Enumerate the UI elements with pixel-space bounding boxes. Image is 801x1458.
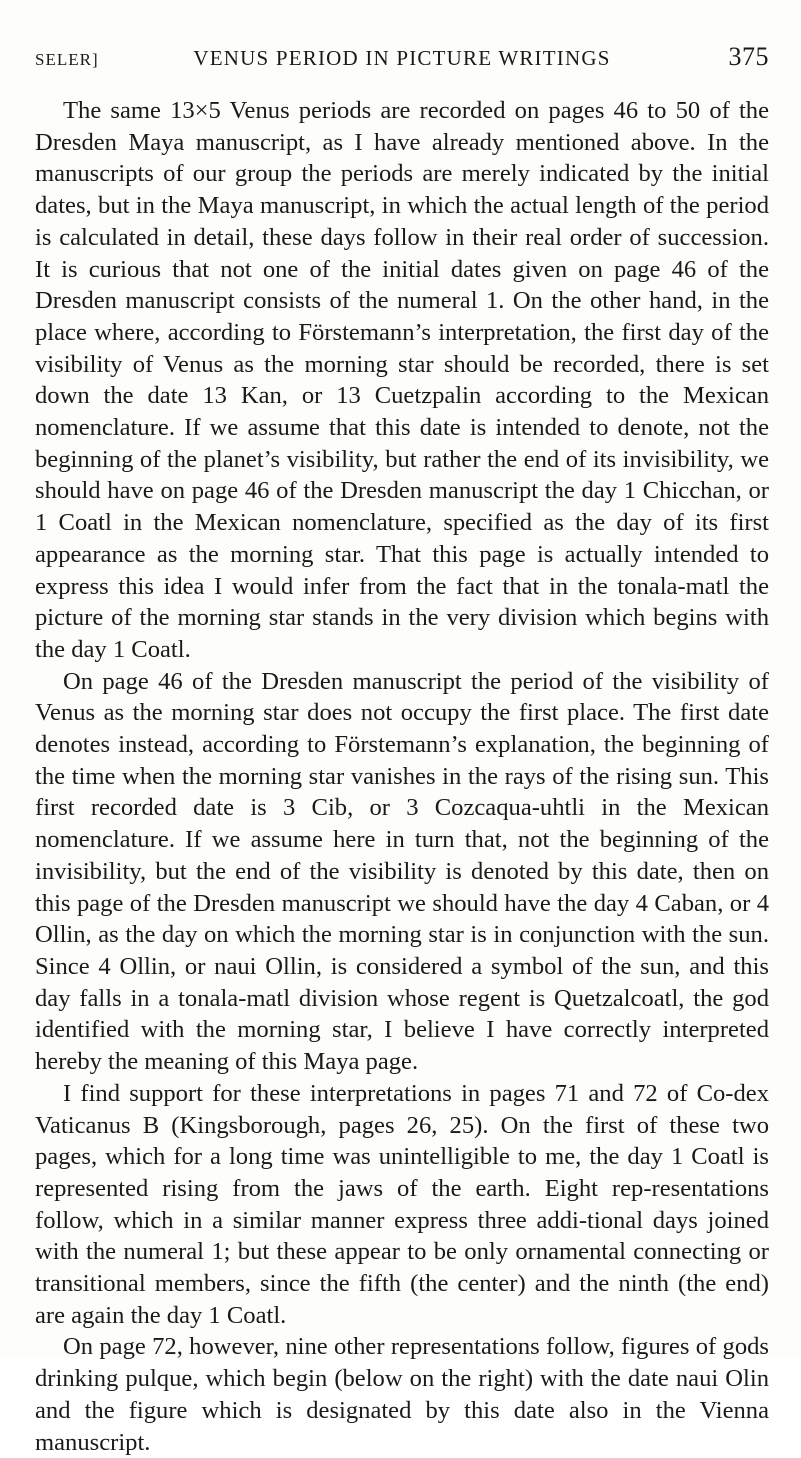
paragraph-1: The same 13×5 Venus periods are recorded on pages 46 to 50 of the Dresden Maya manuscript, as I have already mentioned above. In the manuscripts of our group the periods are merely indicated by the initial dates, but in the Maya manuscript, in which the actual length of the period is calculated in detail, these days follow in their real order of succession. It is curious that not one of the initial dates given on page 46 of the Dresden manuscript consists of the numeral 1. On the other hand, in the place where, according to Förstemann’s interpretation, the first day of the visibility of Venus as the morning star should be recorded, there is set down the date 13 Kan, or 13 Cuetzpalin according to the Mexican nomenclature. If we assume that this date is intended to denote, not the beginning of the planet’s visibility, but rather the end of its invisibility, we should have on page 46 of the Dresden manuscript the day 1 Chicchan, or 1 Coatl in the Mexican nomenclature, specified as the day of its first appearance as the morning star. That this page is actually intended to express this idea I would infer from the fact that in the tonala-matl the picture of the morning star stands in the very division which begins with the day 1 Coatl. [35,97,769,663]
page-number: 375 [728,42,769,71]
body-text [35,95,769,1458]
running-head [35,42,769,74]
paragraph-3: I find support for these interpretations in pages 71 and 72 of Co-dex Vaticanus B (Kingsborough, pages 26, 25). On the first of these two pages, which for a long time was unintelligible to me, the day 1 Coatl is represented rising from the jaws of the earth. Eight rep-resentations follow, which in a similar manner express three addi-tional days joined with the numeral 1; but these appear to be only ornamental connecting or transitional members, since the fifth (the center) and the ninth (the end) are again the day 1 Coatl. [35,1079,769,1329]
paragraph-4: On page 72, however, nine other representations follow, figures of gods drinking pulque, which begin (below on the right) with the date naui Olin and the figure which is designated by this date also in the Vienna manuscript. [35,1333,769,1456]
paragraph-2: On page 46 of the Dresden manuscript the period of the visibility of Venus as the morning star does not occupy the first place. The first date denotes instead, according to Förstemann’s explanation, the beginning of the time when the morning star vanishes in the rays of the rising sun. This first recorded date is 3 Cib, or 3 Cozcaqua-uhtli in the Mexican nomenclature. If we assume here in turn that, not the beginning of the invisibility, but the end of the visibility is denoted by this date, then on this page of the Dresden manuscript we should have the day 4 Caban, or 4 Ollin, as the day on which the morning star is in conjunction with the sun. Since 4 Ollin, or naui Ollin, is considered a symbol of the sun, and this day falls in a tonala-matl division whose regent is Quetzalcoatl, the god identified with the morning star, I believe I have correctly interpreted hereby the meaning of this Maya page. [35,667,769,1076]
running-head-author: SELER] [35,50,99,69]
running-head-title: VENUS PERIOD IN PICTURE WRITINGS [193,46,611,70]
